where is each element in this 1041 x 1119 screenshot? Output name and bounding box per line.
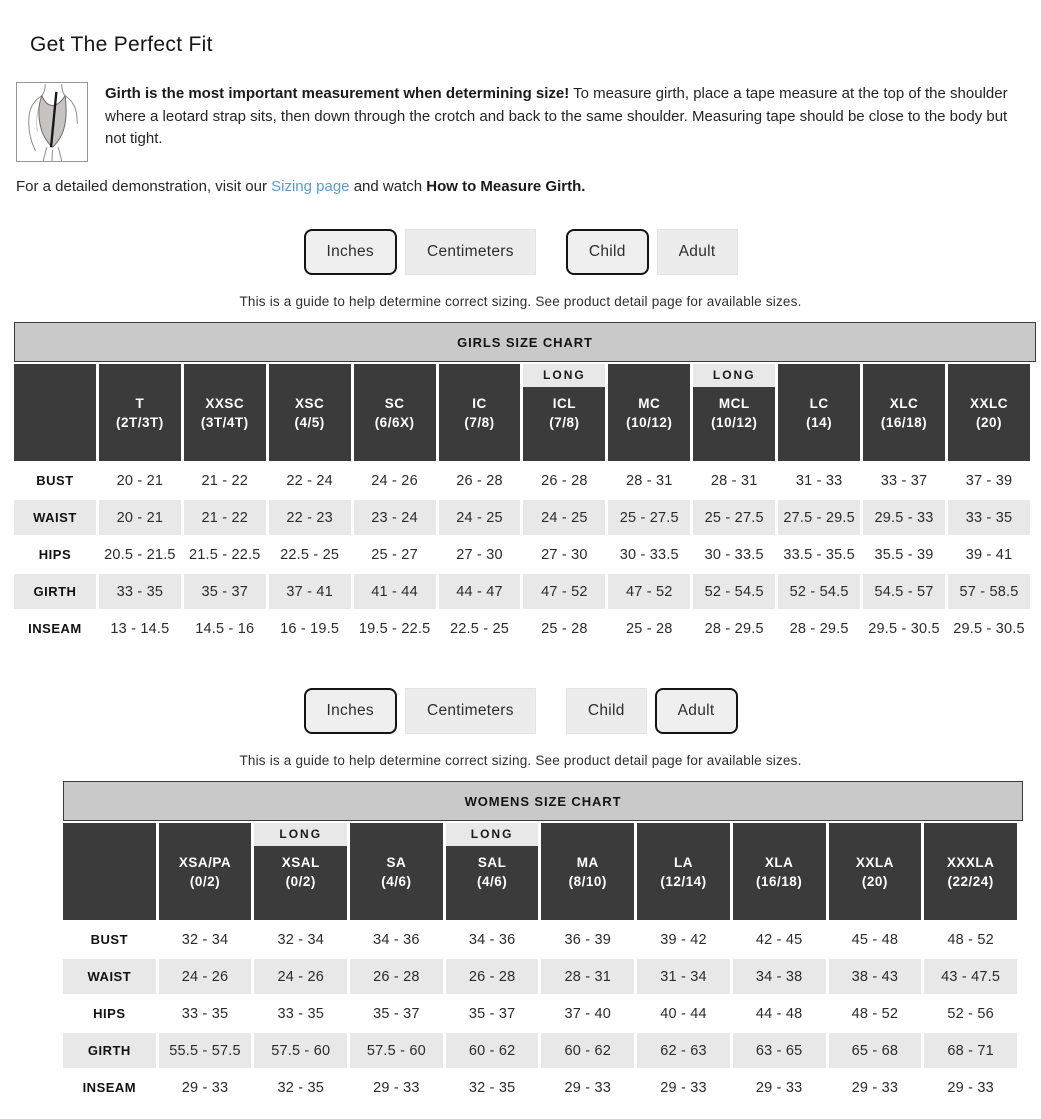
cell-waist-ic: 24 - 25 [439, 500, 521, 535]
measurement-row-waist [63, 959, 1017, 994]
toggle-button-centimeters[interactable]: Centimeters [405, 688, 536, 734]
cell-waist-ma: 28 - 31 [541, 959, 634, 994]
cell-hips-la: 40 - 44 [637, 996, 730, 1031]
size-code: XXXLA [946, 854, 995, 870]
cell-inseam-ic: 22.5 - 25 [439, 611, 521, 646]
header-corner-cell [14, 364, 96, 461]
column-header-sc [354, 364, 436, 461]
size-range: (10/12) [626, 414, 673, 430]
cell-bust-xlc: 33 - 37 [863, 463, 945, 498]
cell-girth-sal: 60 - 62 [446, 1033, 539, 1068]
size-range: (4/5) [294, 414, 325, 430]
size-range: (3T/4T) [200, 414, 249, 430]
long-tag: LONG [254, 823, 347, 846]
header-corner-cell [63, 823, 156, 920]
cell-bust-sc: 24 - 26 [354, 463, 436, 498]
cell-hips-xsal: 33 - 35 [254, 996, 347, 1031]
size-range: (6/6X) [374, 414, 415, 430]
header-row [14, 364, 1030, 461]
row-label-inseam: INSEAM [63, 1070, 156, 1105]
cell-girth-xxsc: 35 - 37 [184, 574, 266, 609]
womens-size-chart [63, 781, 1023, 1107]
cell-girth-sa: 57.5 - 60 [350, 1033, 443, 1068]
cell-bust-icl: 26 - 28 [523, 463, 605, 498]
measurement-row-girth [14, 574, 1030, 609]
cell-hips-mc: 30 - 33.5 [608, 537, 690, 572]
cell-waist-icl: 24 - 25 [523, 500, 605, 535]
measurement-row-inseam [14, 611, 1030, 646]
column-header-ma [541, 823, 634, 920]
size-range: (4/6) [476, 873, 508, 889]
cell-inseam-sc: 19.5 - 22.5 [354, 611, 436, 646]
row-label-waist: WAIST [63, 959, 156, 994]
cell-girth-mcl: 52 - 54.5 [693, 574, 775, 609]
cell-waist-mcl: 25 - 27.5 [693, 500, 775, 535]
size-code: MC [638, 395, 661, 411]
size-range: (0/2) [189, 873, 221, 889]
column-header-mcl [693, 364, 775, 461]
column-header-xxsc [184, 364, 266, 461]
measurement-row-hips [63, 996, 1017, 1031]
cell-inseam-la: 29 - 33 [637, 1070, 730, 1105]
cell-waist-xsa-pa: 24 - 26 [159, 959, 252, 994]
column-header-icl [523, 364, 605, 461]
cell-inseam-sal: 32 - 35 [446, 1070, 539, 1105]
cell-inseam-xsal: 32 - 35 [254, 1070, 347, 1105]
girls-chart-title: GIRLS SIZE CHART [14, 322, 1036, 362]
cell-bust-t: 20 - 21 [99, 463, 181, 498]
cell-bust-mcl: 28 - 31 [693, 463, 775, 498]
measurement-row-hips [14, 537, 1030, 572]
demo-prefix: For a detailed demonstration, visit our [16, 178, 272, 195]
measurement-row-inseam [63, 1070, 1017, 1105]
cell-bust-sal: 34 - 36 [446, 922, 539, 957]
size-code: T [135, 395, 145, 411]
measurement-row-bust [63, 922, 1017, 957]
cell-girth-t: 33 - 35 [99, 574, 181, 609]
cell-hips-xxlc: 39 - 41 [948, 537, 1030, 572]
cell-bust-la: 39 - 42 [637, 922, 730, 957]
column-header-xlc [863, 364, 945, 461]
size-range: (7/8) [464, 414, 495, 430]
size-code: XSC [295, 395, 325, 411]
row-label-bust: BUST [63, 922, 156, 957]
column-header-la [637, 823, 730, 920]
column-header-xxxla [924, 823, 1017, 920]
cell-waist-la: 31 - 34 [637, 959, 730, 994]
cell-bust-xxla: 45 - 48 [829, 922, 922, 957]
cell-hips-ic: 27 - 30 [439, 537, 521, 572]
size-range: (12/14) [660, 873, 707, 889]
column-header-mc [608, 364, 690, 461]
cell-bust-mc: 28 - 31 [608, 463, 690, 498]
cell-bust-xxlc: 37 - 39 [948, 463, 1030, 498]
cell-hips-xxla: 48 - 52 [829, 996, 922, 1031]
size-code: MA [576, 854, 599, 870]
row-label-bust: BUST [14, 463, 96, 498]
cell-inseam-xxla: 29 - 33 [829, 1070, 922, 1105]
cell-inseam-xsc: 16 - 19.5 [269, 611, 351, 646]
header-row [63, 823, 1017, 920]
girls-size-table [11, 362, 1033, 648]
size-code: MCL [718, 395, 750, 411]
cell-hips-xxsc: 21.5 - 22.5 [184, 537, 266, 572]
womens-size-table [60, 821, 1020, 1107]
cell-girth-ic: 44 - 47 [439, 574, 521, 609]
cell-waist-t: 20 - 21 [99, 500, 181, 535]
cell-waist-xxla: 38 - 43 [829, 959, 922, 994]
size-range: (16/18) [880, 414, 928, 430]
bottom-spacer [0, 1107, 1041, 1119]
size-code: XSA/PA [178, 854, 232, 870]
womens-caption: This is a guide to help determine correct sizing. See product detail page for available sizes. [239, 753, 802, 768]
size-range: (20) [975, 414, 1002, 430]
cell-inseam-xxxla: 29 - 33 [924, 1070, 1017, 1105]
cell-girth-xxla: 65 - 68 [829, 1033, 922, 1068]
cell-girth-sc: 41 - 44 [354, 574, 436, 609]
girth-measurement-icon [16, 82, 88, 162]
column-header-t [99, 364, 181, 461]
size-range: (22/24) [947, 873, 994, 889]
girls-caption: This is a guide to help determine correct sizing. See product detail page for available sizes. [239, 294, 802, 309]
cell-girth-xsal: 57.5 - 60 [254, 1033, 347, 1068]
cell-inseam-sa: 29 - 33 [350, 1070, 443, 1105]
cell-hips-sa: 35 - 37 [350, 996, 443, 1031]
row-label-waist: WAIST [14, 500, 96, 535]
row-label-hips: HIPS [63, 996, 156, 1031]
intro-paragraph [105, 83, 1025, 151]
toggle-button-child[interactable]: Child [566, 229, 649, 275]
size-code: IC [472, 395, 487, 411]
size-code: XSAL [281, 854, 320, 870]
cell-waist-xxxla: 43 - 47.5 [924, 959, 1017, 994]
cell-hips-xsa-pa: 33 - 35 [159, 996, 252, 1031]
cell-hips-icl: 27 - 30 [523, 537, 605, 572]
size-code: LA [673, 854, 693, 870]
cell-waist-sa: 26 - 28 [350, 959, 443, 994]
womens-toggle-row [0, 688, 1041, 734]
cell-inseam-xxlc: 29.5 - 30.5 [948, 611, 1030, 646]
measurement-row-girth [63, 1033, 1017, 1068]
cell-hips-xxxla: 52 - 56 [924, 996, 1017, 1031]
cell-hips-t: 20.5 - 21.5 [99, 537, 181, 572]
column-header-xxlc [948, 364, 1030, 461]
cell-inseam-ma: 29 - 33 [541, 1070, 634, 1105]
demo-bold-text: How to Measure Girth. [426, 178, 586, 195]
cell-bust-xsal: 32 - 34 [254, 922, 347, 957]
cell-hips-xla: 44 - 48 [733, 996, 826, 1031]
size-code: XLC [889, 395, 919, 411]
row-label-hips: HIPS [14, 537, 96, 572]
row-label-girth: GIRTH [14, 574, 96, 609]
column-header-xla [733, 823, 826, 920]
womens-chart-title: WOMENS SIZE CHART [63, 781, 1023, 821]
cell-inseam-icl: 25 - 28 [523, 611, 605, 646]
size-range: (10/12) [711, 414, 758, 430]
cell-bust-sa: 34 - 36 [350, 922, 443, 957]
size-code: SA [386, 854, 407, 870]
toggle-button-inches[interactable]: Inches [304, 688, 397, 734]
cell-inseam-mc: 25 - 28 [608, 611, 690, 646]
size-code: SAL [477, 854, 507, 870]
size-range: (8/10) [568, 873, 607, 889]
toggle-button-adult[interactable]: Adult [657, 229, 738, 275]
cell-waist-xsc: 22 - 23 [269, 500, 351, 535]
cell-girth-la: 62 - 63 [637, 1033, 730, 1068]
size-range: (14) [806, 414, 833, 430]
cell-girth-ma: 60 - 62 [541, 1033, 634, 1068]
cell-waist-xxsc: 21 - 22 [184, 500, 266, 535]
column-header-xsal [254, 823, 347, 920]
girls-size-chart [14, 322, 1036, 648]
measurement-row-bust [14, 463, 1030, 498]
cell-girth-xlc: 54.5 - 57 [863, 574, 945, 609]
long-tag: LONG [693, 364, 775, 387]
cell-waist-sal: 26 - 28 [446, 959, 539, 994]
cell-inseam-xlc: 29.5 - 30.5 [863, 611, 945, 646]
long-tag: LONG [523, 364, 605, 387]
cell-bust-xxsc: 21 - 22 [184, 463, 266, 498]
size-code: ICL [552, 395, 577, 411]
cell-girth-xxxla: 68 - 71 [924, 1033, 1017, 1068]
cell-bust-xsa-pa: 32 - 34 [159, 922, 252, 957]
intro-section [16, 82, 1025, 162]
cell-hips-sc: 25 - 27 [354, 537, 436, 572]
column-header-lc [778, 364, 860, 461]
size-range: (7/8) [549, 414, 580, 430]
cell-waist-lc: 27.5 - 29.5 [778, 500, 860, 535]
size-range: (2T/3T) [115, 414, 164, 430]
cell-girth-mc: 47 - 52 [608, 574, 690, 609]
sizing-page-link[interactable]: Sizing page [271, 178, 350, 195]
size-code: XLA [764, 854, 794, 870]
cell-waist-sc: 23 - 24 [354, 500, 436, 535]
column-header-xsc [269, 364, 351, 461]
toggle-button-adult[interactable]: Adult [655, 688, 738, 734]
size-code: SC [384, 395, 405, 411]
cell-hips-xsc: 22.5 - 25 [269, 537, 351, 572]
long-tag: LONG [446, 823, 539, 846]
cell-hips-xlc: 35.5 - 39 [863, 537, 945, 572]
size-range: (0/2) [285, 873, 316, 889]
cell-hips-mcl: 30 - 33.5 [693, 537, 775, 572]
intro-body-text: To measure girth, place a tape measure at the top of the shoulder where a leotard strap sits, then down through the crotch and back to the same shoulder. Measuring tape should be close to the body but not tight. [105, 85, 1008, 147]
toggle-button-child[interactable]: Child [566, 688, 647, 734]
measurement-row-waist [14, 500, 1030, 535]
column-header-sa [350, 823, 443, 920]
cell-bust-xxxla: 48 - 52 [924, 922, 1017, 957]
cell-inseam-xxsc: 14.5 - 16 [184, 611, 266, 646]
cell-inseam-xla: 29 - 33 [733, 1070, 826, 1105]
cell-bust-lc: 31 - 33 [778, 463, 860, 498]
cell-bust-xla: 42 - 45 [733, 922, 826, 957]
cell-inseam-mcl: 28 - 29.5 [693, 611, 775, 646]
cell-inseam-lc: 28 - 29.5 [778, 611, 860, 646]
cell-girth-xxlc: 57 - 58.5 [948, 574, 1030, 609]
size-guide-page [0, 33, 1041, 1119]
cell-inseam-xsa-pa: 29 - 33 [159, 1070, 252, 1105]
size-code: XXLC [969, 395, 1008, 411]
size-code: XXSC [205, 395, 245, 411]
row-label-girth: GIRTH [63, 1033, 156, 1068]
cell-bust-ic: 26 - 28 [439, 463, 521, 498]
cell-hips-sal: 35 - 37 [446, 996, 539, 1031]
size-range: (4/6) [381, 873, 412, 889]
size-range: (20) [861, 873, 888, 889]
toggle-button-centimeters[interactable]: Centimeters [405, 229, 536, 275]
column-header-sal [446, 823, 539, 920]
cell-waist-mc: 25 - 27.5 [608, 500, 690, 535]
size-range: (16/18) [756, 873, 803, 889]
size-code: XXLA [855, 854, 894, 870]
row-label-inseam: INSEAM [14, 611, 96, 646]
cell-girth-xla: 63 - 65 [733, 1033, 826, 1068]
demo-middle: and watch [349, 178, 427, 195]
toggle-button-inches[interactable]: Inches [304, 229, 397, 275]
cell-waist-xlc: 29.5 - 33 [863, 500, 945, 535]
column-header-xsa-pa [159, 823, 252, 920]
page-title: Get The Perfect Fit [30, 33, 213, 56]
cell-waist-xsal: 24 - 26 [254, 959, 347, 994]
cell-bust-ma: 36 - 39 [541, 922, 634, 957]
cell-girth-xsc: 37 - 41 [269, 574, 351, 609]
girls-toggle-row [0, 229, 1041, 275]
cell-inseam-t: 13 - 14.5 [99, 611, 181, 646]
cell-waist-xla: 34 - 38 [733, 959, 826, 994]
cell-waist-xxlc: 33 - 35 [948, 500, 1030, 535]
demo-line [16, 178, 1041, 195]
cell-girth-lc: 52 - 54.5 [778, 574, 860, 609]
cell-hips-ma: 37 - 40 [541, 996, 634, 1031]
cell-bust-xsc: 22 - 24 [269, 463, 351, 498]
column-header-xxla [829, 823, 922, 920]
cell-girth-xsa-pa: 55.5 - 57.5 [159, 1033, 252, 1068]
cell-girth-icl: 47 - 52 [523, 574, 605, 609]
size-code: LC [809, 395, 829, 411]
intro-bold-text: Girth is the most important measurement when determining size! [105, 85, 570, 102]
column-header-ic [439, 364, 521, 461]
cell-hips-lc: 33.5 - 35.5 [778, 537, 860, 572]
